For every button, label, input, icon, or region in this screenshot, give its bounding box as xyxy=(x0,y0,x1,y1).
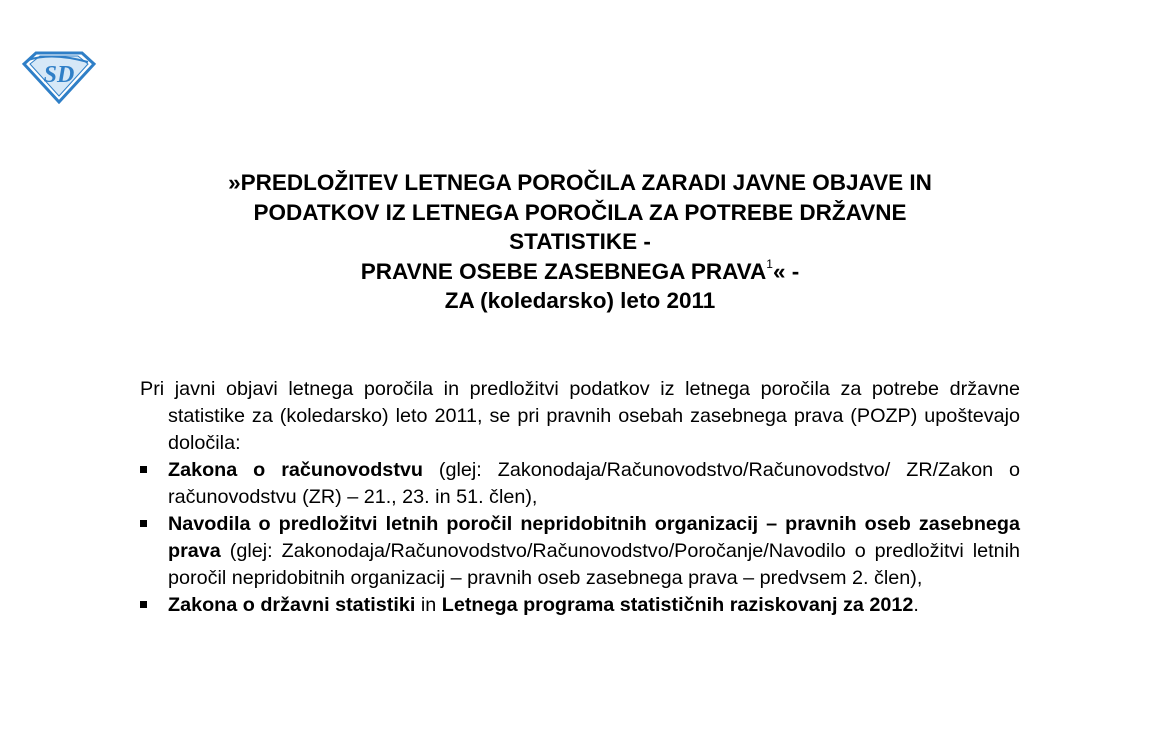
list-item xyxy=(140,511,1020,592)
title-line-5: ZA (koledarsko) leto 2011 xyxy=(444,288,716,313)
bullet-list xyxy=(140,457,1020,619)
title-line-3: STATISTIKE - xyxy=(509,229,651,254)
law-reference: (glej: Zakonodaja/Računovodstvo/Računovodstvo/ ZR/Zakon o računovodstvu (ZR) – 21., 23. in 51. člen), xyxy=(168,459,1021,508)
document-title xyxy=(130,168,1030,316)
title-line-2: PODATKOV IZ LETNEGA POROČILA ZA POTREBE DRŽAVNE xyxy=(253,199,907,225)
document-body xyxy=(140,376,1020,619)
list-item xyxy=(140,457,1020,511)
bullet-square-icon xyxy=(140,601,147,608)
list-item xyxy=(140,592,1020,619)
title-line-4-main: PRAVNE OSEBE ZASEBNEGA PRAVA xyxy=(360,258,767,284)
statistics-law-name: Zakona o državni statistiki xyxy=(168,594,416,616)
title-line-1: »PREDLOŽITEV LETNEGA POROČILA ZARADI JAVNE OBJAVE IN xyxy=(228,170,932,195)
statistics-program-name: Letnega programa statističnih raziskovanj za 2012 xyxy=(441,594,914,616)
title-line-4-end: « - xyxy=(772,258,800,284)
footnote-marker[interactable]: 1 xyxy=(766,256,773,271)
sd-shield-logo-icon xyxy=(22,50,96,104)
intro-paragraph: Pri javni objavi letnega poročila in predložitvi podatkov iz letnega poročila za potrebe državne statistike za (koledarsko) leto 2011, se pri pravnih osebah zasebnega prava (POZP) upoštevajo določila: xyxy=(140,378,1020,454)
instruction-name: Navodila o predložitvi letnih poročil nepridobitnih organizacij – pravnih oseb zasebnega prava xyxy=(168,513,1020,562)
title-line-4 xyxy=(130,257,1030,287)
conjunction: in xyxy=(415,594,442,616)
logo-text: SD xyxy=(43,62,75,88)
instruction-reference: (glej: Zakonodaja/Računovodstvo/Računovodstvo/Poročanje/Navodilo o predložitvi letnih poročil nepridobitnih organizacij – pravnih oseb zasebnega prava – predvsem 2. člen), xyxy=(168,540,1020,589)
bullet-square-icon xyxy=(140,466,147,473)
sentence-end: . xyxy=(913,594,919,616)
bullet-square-icon xyxy=(140,520,147,527)
law-name: Zakona o računovodstvu xyxy=(168,459,423,481)
sd-logo xyxy=(22,50,96,104)
